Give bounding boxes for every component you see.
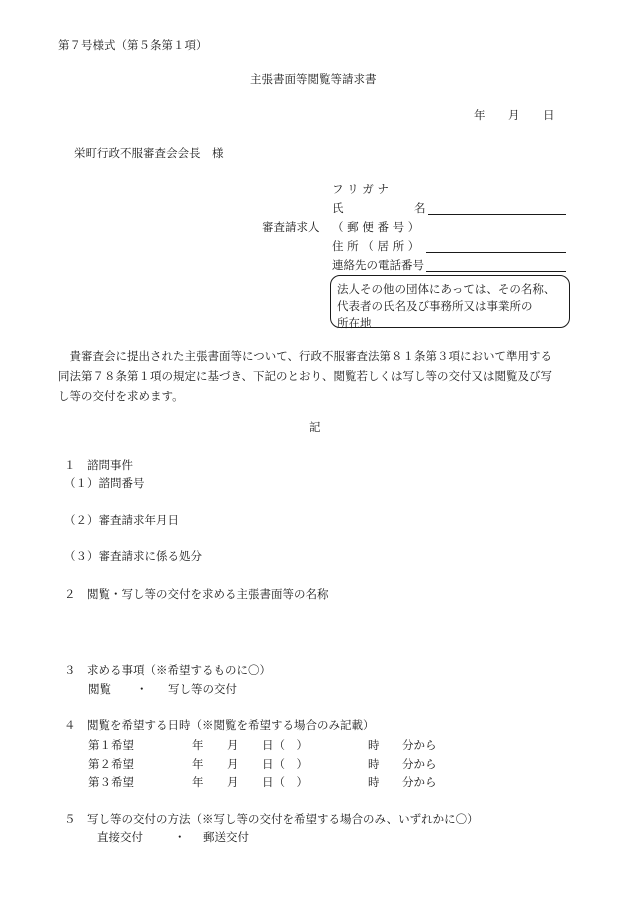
- preference-year[interactable]: 年: [192, 738, 204, 752]
- preference-minute[interactable]: 分から: [402, 738, 437, 752]
- corporate-note-line: 所在地: [337, 316, 372, 330]
- name-label-left: 氏: [332, 201, 344, 215]
- preference-hour[interactable]: 時: [368, 775, 380, 789]
- inquiry-number-label: （１）諮問番号: [64, 476, 145, 490]
- page-title: 主張書面等閲覧等請求書: [250, 72, 377, 86]
- preference-month[interactable]: 月: [227, 738, 239, 752]
- name-field[interactable]: [428, 202, 566, 215]
- section-1-heading: １ 諮問事件: [64, 458, 133, 472]
- preference-day[interactable]: 日（ ）: [262, 757, 308, 771]
- address-field[interactable]: [426, 240, 566, 253]
- corporate-note-box: [330, 275, 570, 328]
- preference-day[interactable]: 日（ ）: [262, 738, 308, 752]
- applicant-label: 審査請求人: [262, 220, 320, 234]
- section-2-heading: ２ 閲覧・写し等の交付を求める主張書面等の名称: [64, 587, 329, 601]
- option-viewing[interactable]: 閲覧: [88, 682, 111, 696]
- addressee: 栄町行政不服審査会会長 様: [74, 146, 224, 160]
- option-separator: ・: [174, 830, 186, 844]
- body-line: 同法第７８条第１項の規定に基づき、下記のとおり、閲覧若しくは写し等の交付又は閲覧及び写: [58, 369, 553, 383]
- phone-label: 連絡先の電話番号: [332, 258, 424, 272]
- corporate-note-line: 代表者の氏名及び事務所又は事業所の: [337, 299, 533, 313]
- request-date-label: （２）審査請求年月日: [64, 513, 179, 527]
- preference-day[interactable]: 日（ ）: [262, 775, 308, 789]
- preference-year[interactable]: 年: [192, 757, 204, 771]
- address-label: 住 所 （ 居 所 ）: [332, 239, 420, 253]
- disposition-label: （３）審査請求に係る処分: [64, 549, 202, 563]
- date-month: 月: [508, 108, 520, 122]
- furigana-label: フ リ ガ ナ: [332, 182, 389, 196]
- preference-label: 第１希望: [88, 738, 134, 752]
- preference-label: 第３希望: [88, 775, 134, 789]
- option-mail-delivery[interactable]: 郵送交付: [203, 830, 249, 844]
- preference-minute[interactable]: 分から: [402, 757, 437, 771]
- body-line: し等の交付を求めます。: [58, 389, 184, 403]
- date-day: 日: [543, 108, 555, 122]
- preference-minute[interactable]: 分から: [402, 775, 437, 789]
- section-5-heading: ５ 写し等の交付の方法（※写し等の交付を希望する場合のみ、いずれかに〇）: [64, 812, 479, 826]
- preference-hour[interactable]: 時: [368, 738, 380, 752]
- request-body: [58, 346, 573, 406]
- option-copy-delivery[interactable]: 写し等の交付: [168, 682, 237, 696]
- section-4-heading: ４ 閲覧を希望する日時（※閲覧を希望する場合のみ記載）: [64, 718, 375, 732]
- corporate-note-line: 法人その他の団体にあっては、その名称、: [337, 282, 556, 296]
- body-line: 貴審査会に提出された主張書面等について、行政不服審査法第８１条第３項において準用する: [58, 349, 553, 363]
- option-direct-delivery[interactable]: 直接交付: [97, 830, 143, 844]
- option-separator: ・: [136, 682, 148, 696]
- preference-hour[interactable]: 時: [368, 757, 380, 771]
- date-year: 年: [474, 108, 486, 122]
- name-label-right: 名: [414, 201, 426, 215]
- preference-year[interactable]: 年: [192, 775, 204, 789]
- preference-month[interactable]: 月: [227, 757, 239, 771]
- ki-heading: 記: [309, 420, 321, 434]
- preference-label: 第２希望: [88, 757, 134, 771]
- section-3-heading: ３ 求める事項（※希望するものに〇）: [64, 663, 271, 677]
- phone-field[interactable]: [426, 259, 566, 272]
- preference-month[interactable]: 月: [227, 775, 239, 789]
- postal-label: （ 郵 便 番 号 ）: [332, 220, 420, 234]
- form-number: 第７号様式（第５条第１項）: [58, 38, 208, 52]
